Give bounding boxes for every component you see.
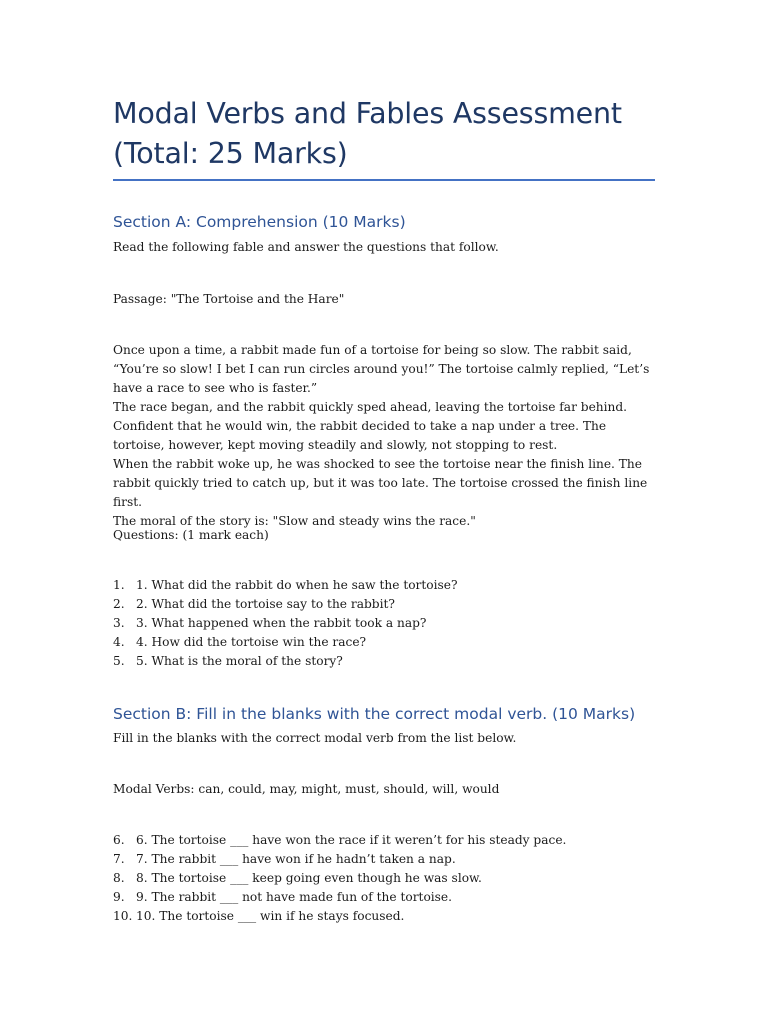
question-text: 3. What happened when the rabbit took a nap? [136,616,427,630]
question-number: 10. [113,909,133,923]
question-number: 9. [113,890,125,904]
question-text: 9. The rabbit ___ not have made fun of the tortoise. [136,890,453,904]
question-item [113,595,458,614]
document-title: Modal Verbs and Fables Assessment (Total: 25 Marks) [113,97,622,170]
section-b-question-list [113,831,566,926]
questions-label: Questions: (1 mark each) [113,528,269,542]
question-number: 1. [113,578,125,592]
question-item [113,869,566,888]
question-item [113,633,458,652]
section-b-heading: Section B: Fill in the blanks with the correct modal verb. (10 Marks) [113,705,636,723]
question-item [113,907,566,926]
section-a-instruction: Read the following fable and answer the questions that follow. [113,240,499,254]
question-text: 10. The tortoise ___ win if he stays focused. [136,909,405,923]
passage-paragraph: When the rabbit woke up, he was shocked to see the tortoise near the finish line. The rabbit quickly tried to catch up, but it was too late. The tortoise crossed the finish line first. [113,457,648,509]
passage-title: Passage: "The Tortoise and the Hare" [113,292,345,306]
question-number: 2. [113,597,125,611]
title-divider [113,179,655,181]
question-item [113,831,566,850]
modal-verb-list: Modal Verbs: can, could, may, might, must, should, will, would [113,782,500,796]
question-number: 3. [113,616,125,630]
section-a-heading: Section A: Comprehension (10 Marks) [113,213,406,231]
passage-paragraph: Once upon a time, a rabbit made fun of a tortoise for being so slow. The rabbit said, “You’re so slow! I bet I can run circles around you!” The tortoise calmly replied, “Let’s have a race to see who is faster.” [113,343,650,395]
question-number: 4. [113,635,125,649]
question-text: 4. How did the tortoise win the race? [136,635,367,649]
passage-body [113,341,658,531]
passage-paragraph: The moral of the story is: "Slow and steady wins the race." [113,514,476,528]
passage-paragraph: The race began, and the rabbit quickly sped ahead, leaving the tortoise far behind. Confident that he would win, the rabbit decided to take a nap under a tree. The tortoise, however, kept moving steadily and slowly, not stopping to rest. [113,400,628,452]
question-text: 8. The tortoise ___ keep going even though he was slow. [136,871,482,885]
question-number: 7. [113,852,125,866]
question-item [113,652,458,671]
section-b-instruction: Fill in the blanks with the correct modal verb from the list below. [113,731,517,745]
question-item [113,614,458,633]
question-text: 6. The tortoise ___ have won the race if it weren’t for his steady pace. [136,833,567,847]
question-text: 2. What did the tortoise say to the rabbit? [136,597,395,611]
section-a-question-list [113,576,458,671]
question-number: 6. [113,833,125,847]
question-text: 7. The rabbit ___ have won if he hadn’t taken a nap. [136,852,456,866]
question-text: 1. What did the rabbit do when he saw the tortoise? [136,578,458,592]
question-number: 8. [113,871,125,885]
question-item [113,576,458,595]
question-number: 5. [113,654,125,668]
question-text: 5. What is the moral of the story? [136,654,343,668]
question-item [113,850,566,869]
question-item [113,888,566,907]
